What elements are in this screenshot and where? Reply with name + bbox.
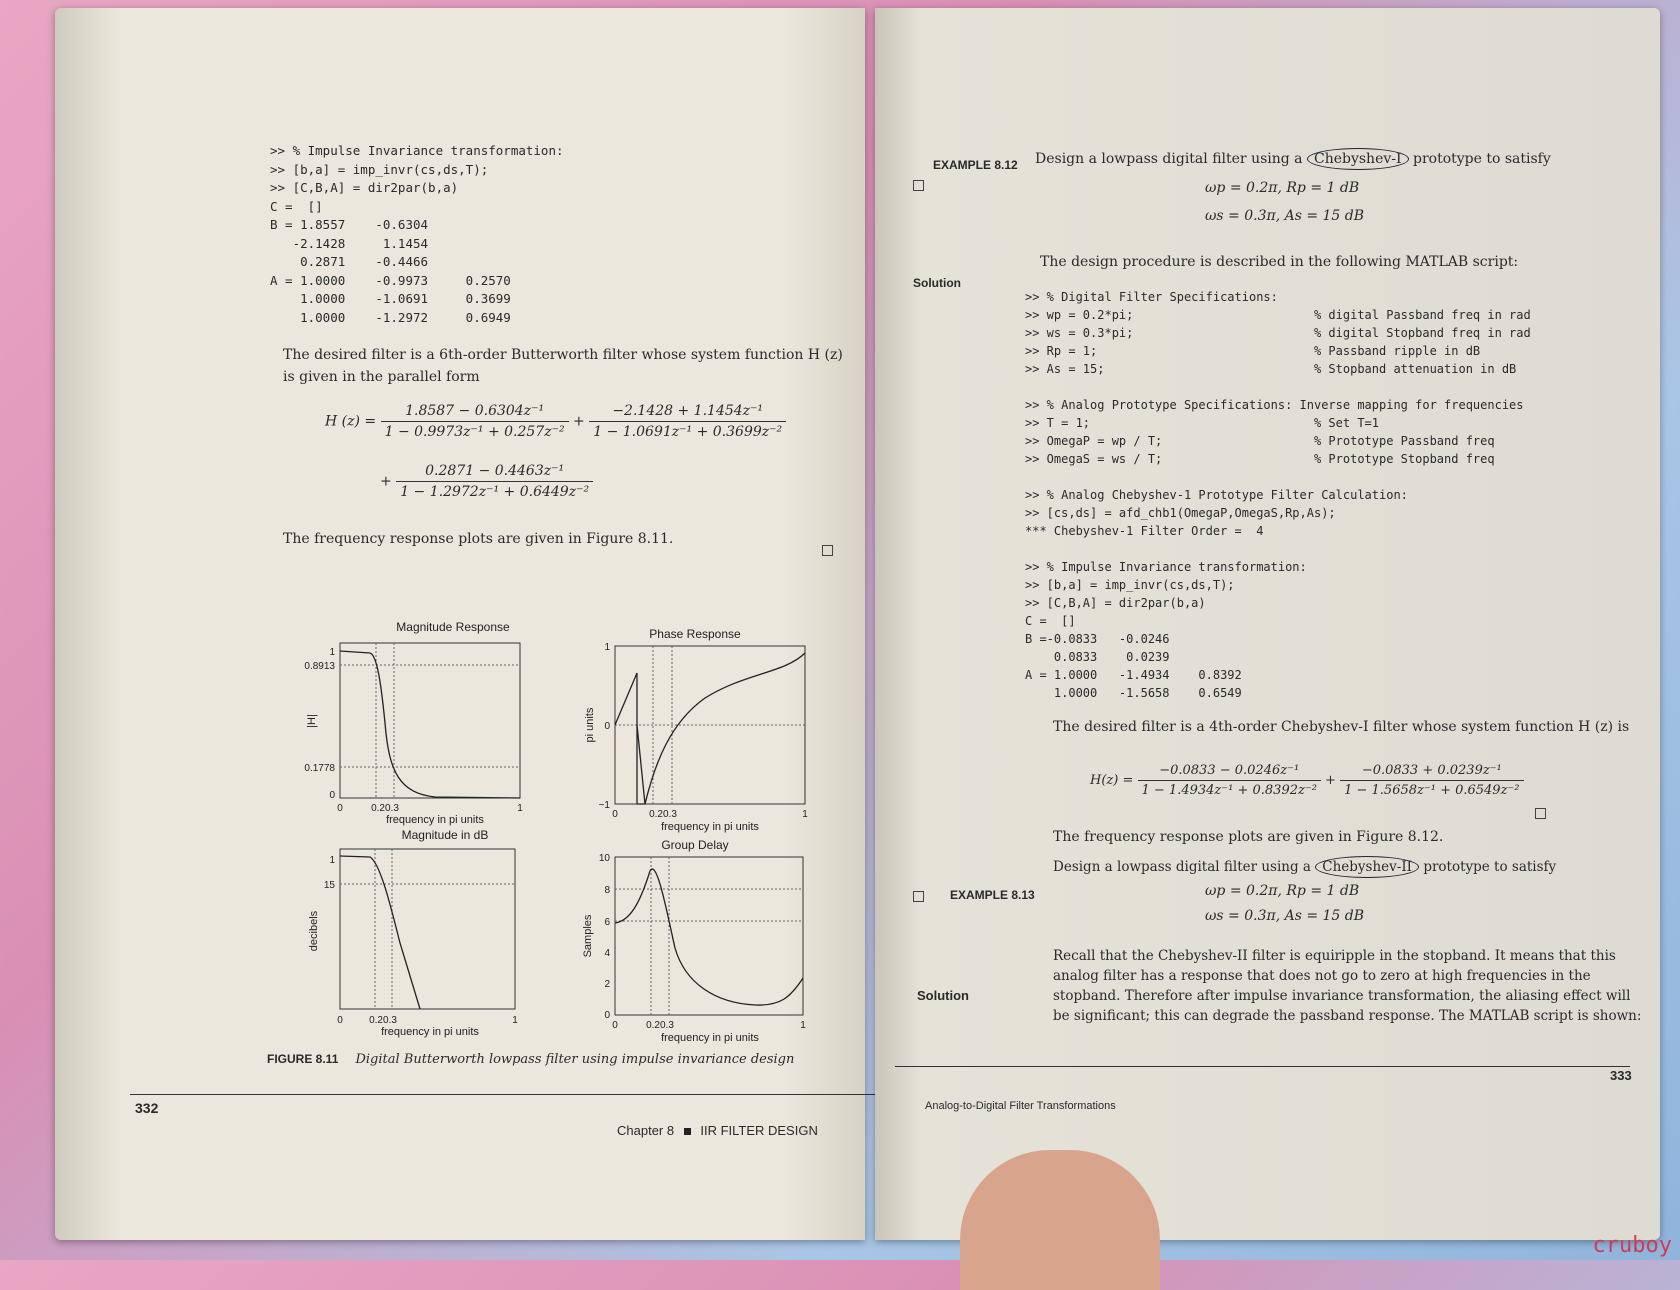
mag-ytick-3: 0.1778 bbox=[304, 763, 335, 774]
code-line: >> [C,B,A] = dir2par(b,a) bbox=[1025, 596, 1206, 610]
code-line: >> OmegaP = wp / T; % Prototype Passband freq bbox=[1025, 434, 1495, 448]
code-line: >> As = 15; % Stopband attenuation in dB bbox=[1025, 362, 1517, 376]
svg-text:0: 0 bbox=[604, 1010, 610, 1021]
code-line: C = [] bbox=[1025, 614, 1076, 628]
term-2: $\frac{\text{−2.1428 + 1.1454z⁻¹}}{\text{1 − 1.0691z⁻¹ + 0.3699z⁻²}}$ bbox=[589, 403, 786, 440]
code-line: >> % Analog Chebyshev-1 Prototype Filter Calculation: bbox=[1025, 488, 1408, 502]
db-title: Magnitude in dB bbox=[401, 828, 489, 842]
code-line: 1.0000 -1.0691 0.3699 bbox=[270, 291, 511, 306]
footer-rule bbox=[130, 1094, 890, 1095]
equation-right-h-z: H(z) = $\frac{\text{−0.0833 − 0.0246z⁻¹}}{\text{1 − 1.4934z⁻¹ + 0.8392z⁻²}}$ + $\frac{\text{−0.0833 + 0.0239z⁻¹}}{\text{1 − 1.5658z⁻¹ + 0.6549z⁻²}}$ bbox=[1090, 763, 1524, 798]
right-page bbox=[875, 8, 1660, 1240]
code-block-chebyshev bbox=[1025, 288, 1531, 702]
mag-ytick-2: 0.8913 bbox=[304, 661, 335, 672]
svg-text:0: 0 bbox=[337, 1015, 343, 1026]
code-line: >> Rp = 1; % Passband ripple in dB bbox=[1025, 344, 1481, 358]
code-line: A = 1.0000 -1.4934 0.8392 bbox=[1025, 668, 1242, 682]
spec-line-3: ωp = 0.2π, Rp = 1 dB bbox=[1205, 883, 1360, 899]
svg-text:0: 0 bbox=[612, 809, 618, 820]
svg-text:0: 0 bbox=[337, 803, 343, 814]
svg-text:10: 10 bbox=[598, 853, 610, 864]
paragraph-chebyshev-ii: Recall that the Chebyshev-II filter is equiripple in the stopband. It means that this analog filter has a response that does not go to zero at high frequencies in the stopband. Therefore after impulse invariance transformation, the aliasing effect will be significant; this can degrade the passband response. The MATLAB script is shown: bbox=[1053, 948, 1642, 1024]
code-line bbox=[1025, 468, 1531, 486]
svg-text:0: 0 bbox=[604, 721, 610, 732]
group-delay-plot bbox=[582, 838, 806, 1044]
paragraph-figure-8-12: The frequency response plots are given in Figure 8.12. bbox=[1053, 829, 1444, 845]
caption-label: FIGURE 8.11 bbox=[267, 1052, 339, 1066]
footer-section-title: Analog-to-Digital Filter Transformations bbox=[925, 1100, 1116, 1112]
solution-label: Solution bbox=[913, 276, 961, 290]
solution-label-2: Solution bbox=[917, 988, 969, 1003]
example-8-12-box bbox=[913, 180, 924, 191]
code-line: >> % Digital Filter Specifications: bbox=[1025, 290, 1278, 304]
figure-8-11-plots bbox=[275, 613, 855, 1053]
mag-title: Magnitude Response bbox=[396, 620, 510, 634]
code-line: -2.1428 1.1454 bbox=[270, 235, 429, 251]
code-line: C = [] bbox=[270, 198, 323, 214]
mag-xlabel: frequency in pi units bbox=[386, 814, 484, 826]
paragraph-chebyshev-result: The desired filter is a 4th-order Chebyshev-I filter whose system function H (z) is bbox=[1053, 719, 1630, 735]
example-8-13-box bbox=[913, 891, 924, 902]
gd-ylabel: Samples bbox=[582, 914, 594, 958]
footer-chapter: Chapter 8 IIR FILTER DESIGN bbox=[617, 1123, 818, 1138]
svg-text:1: 1 bbox=[800, 1020, 806, 1031]
svg-text:0.20.3: 0.20.3 bbox=[371, 803, 399, 814]
code-line: >> % Analog Prototype Specifications: Inverse mapping for frequencies bbox=[1025, 398, 1524, 412]
svg-text:4: 4 bbox=[604, 948, 610, 959]
equation-term-3: + $\frac{\text{0.2871 − 0.4463z⁻¹}}{\text{1 − 1.2972z⁻¹ + 0.6449z⁻²}}$ bbox=[380, 463, 593, 500]
phase-xlabel: frequency in pi units bbox=[661, 821, 759, 833]
magnitude-response-plot bbox=[304, 620, 523, 826]
code-line: B =-0.0833 -0.0246 bbox=[1025, 632, 1170, 646]
svg-text:0.20.3: 0.20.3 bbox=[369, 1015, 397, 1026]
left-page bbox=[55, 8, 865, 1240]
svg-text:8: 8 bbox=[604, 885, 610, 896]
code-line: *** Chebyshev-1 Filter Order = 4 bbox=[1025, 524, 1264, 538]
code-line: 0.2871 -0.4466 bbox=[270, 254, 429, 269]
code-line bbox=[1025, 540, 1531, 558]
code-line bbox=[1025, 378, 1531, 396]
code-line: 1.0000 -1.5658 0.6549 bbox=[1025, 686, 1242, 700]
code-line: 0.0833 0.0239 bbox=[1025, 650, 1170, 664]
intro-text: The design procedure is described in the following MATLAB script: bbox=[1040, 254, 1519, 270]
code-line: A = 1.0000 -0.9973 0.2570 bbox=[270, 272, 511, 288]
spec-line-4: ωs = 0.3π, As = 15 dB bbox=[1205, 908, 1365, 924]
code-line: >> [cs,ds] = afd_chb1(OmegaP,OmegaS,Rp,As); bbox=[1025, 506, 1336, 520]
phase-title: Phase Response bbox=[649, 627, 741, 641]
code-line: >> OmegaS = ws / T; % Prototype Stopband freq bbox=[1025, 452, 1495, 466]
footer-rule-right bbox=[895, 1066, 1630, 1067]
chebyshev-i-circled: Chebyshev-I bbox=[1307, 148, 1409, 170]
mag-ytick-1: 1 bbox=[329, 647, 335, 658]
svg-text:−1: −1 bbox=[598, 800, 610, 811]
code-block-impulse bbox=[270, 142, 564, 327]
mag-ytick-4: 0 bbox=[329, 790, 335, 801]
term-1: $\frac{\text{1.8587 − 0.6304z⁻¹}}{\text{1 − 0.9973z⁻¹ + 0.257z⁻²}}$ bbox=[381, 403, 569, 440]
footer-square bbox=[684, 1128, 691, 1135]
code-line: >> ws = 0.3*pi; % digital Stopband freq in rad bbox=[1025, 326, 1531, 340]
caption-text: Digital Butterworth lowpass filter using impulse invariance design bbox=[355, 1052, 795, 1067]
magnitude-db-plot bbox=[308, 828, 518, 1038]
db-xlabel: frequency in pi units bbox=[381, 1026, 479, 1038]
code-line: >> [C,B,A] = dir2par(b,a) bbox=[270, 180, 459, 195]
svg-text:1: 1 bbox=[604, 642, 610, 653]
paragraph-figure-ref: The frequency response plots are given in Figure 8.11. bbox=[283, 531, 674, 547]
code-line: >> % Impulse Invariance transformation: bbox=[1025, 560, 1307, 574]
svg-text:0.20.3: 0.20.3 bbox=[646, 1020, 674, 1031]
example-8-12-text: Design a lowpass digital filter using a Chebyshev-I prototype to satisfy bbox=[1035, 148, 1635, 170]
chebyshev-ii-circled: Chebyshev-II bbox=[1315, 856, 1419, 878]
svg-text:0: 0 bbox=[612, 1020, 618, 1031]
code-line: 1.0000 -1.2972 0.6949 bbox=[270, 309, 511, 325]
equation-h-z: H (z) = $\frac{\text{1.8587 − 0.6304z⁻¹}}{\text{1 − 0.9973z⁻¹ + 0.257z⁻²}}$ + $\frac{\text{−2.1428 + 1.1454z⁻¹}}{\text{1 − 1.0691z⁻¹ + 0.3699z⁻²}}$ bbox=[325, 403, 786, 440]
paragraph-butterworth: The desired filter is a 6th-order Butterworth filter whose system function H (z) is given in the parallel form bbox=[283, 347, 843, 385]
svg-text:15: 15 bbox=[323, 880, 335, 891]
phase-ylabel: pi units bbox=[584, 707, 596, 743]
db-ylabel: decibels bbox=[308, 910, 320, 952]
page-number-333: 333 bbox=[1610, 1068, 1632, 1083]
code-line: >> T = 1; % Set T=1 bbox=[1025, 416, 1380, 430]
gd-title: Group Delay bbox=[661, 838, 729, 852]
svg-text:2: 2 bbox=[604, 979, 610, 990]
code-line: >> wp = 0.2*pi; % digital Passband freq in rad bbox=[1025, 308, 1531, 322]
end-of-example-box-right bbox=[1535, 808, 1546, 819]
mag-ylabel: |H| bbox=[306, 714, 318, 728]
end-of-example-box bbox=[822, 545, 833, 556]
example-8-13-text: Design a lowpass digital filter using a Chebyshev-II prototype to satisfy bbox=[1053, 856, 1653, 878]
svg-text:1: 1 bbox=[802, 809, 808, 820]
code-line: >> % Impulse Invariance transformation: bbox=[270, 143, 564, 158]
code-line: >> [b,a] = imp_invr(cs,ds,T); bbox=[1025, 578, 1235, 592]
example-8-13-label: EXAMPLE 8.13 bbox=[950, 888, 1035, 902]
svg-text:1: 1 bbox=[329, 855, 335, 866]
equation-lhs: H (z) = bbox=[325, 413, 377, 430]
svg-text:1: 1 bbox=[517, 803, 523, 814]
code-line: B = 1.8557 -0.6304 bbox=[270, 217, 429, 232]
svg-text:0.20.3: 0.20.3 bbox=[649, 809, 677, 820]
page-number-332: 332 bbox=[135, 1100, 159, 1116]
spec-line-2: ωs = 0.3π, As = 15 dB bbox=[1205, 208, 1365, 224]
phase-response-plot bbox=[584, 627, 808, 833]
gd-xlabel: frequency in pi units bbox=[661, 1032, 759, 1044]
example-8-12-label: EXAMPLE 8.12 bbox=[933, 158, 1018, 172]
watermark: cruboy bbox=[1592, 1233, 1672, 1258]
figure-caption bbox=[267, 1048, 847, 1071]
svg-text:1: 1 bbox=[512, 1015, 518, 1026]
code-line: >> [b,a] = imp_invr(cs,ds,T); bbox=[270, 161, 489, 177]
spec-line-1: ωp = 0.2π, Rp = 1 dB bbox=[1205, 180, 1360, 196]
svg-text:6: 6 bbox=[604, 917, 610, 928]
